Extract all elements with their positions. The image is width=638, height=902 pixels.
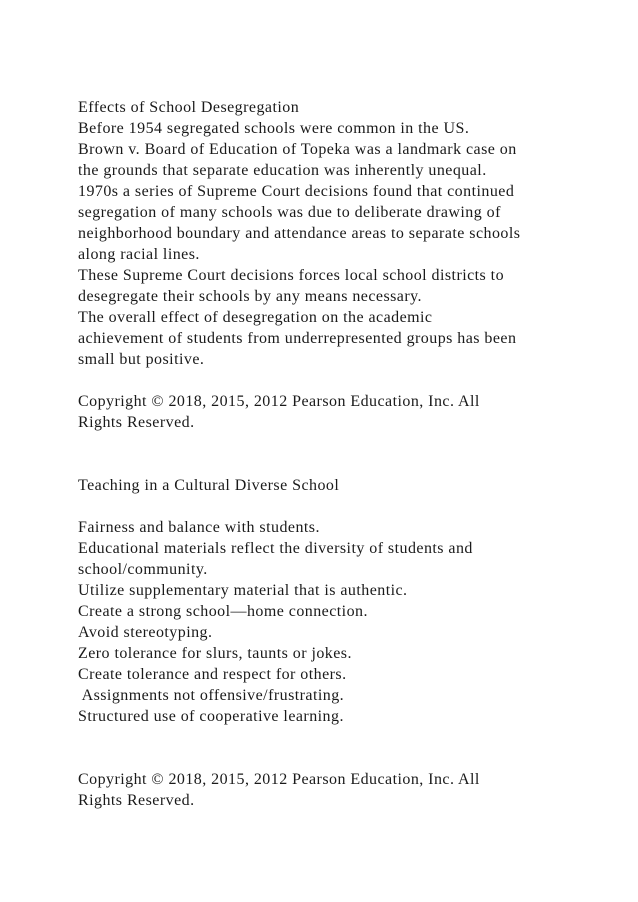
spacer bbox=[78, 454, 618, 475]
text-line: These Supreme Court decisions forces local school districts to bbox=[78, 267, 505, 284]
text-line: Before 1954 segregated schools were common in the US. bbox=[78, 120, 470, 137]
section-effects-of-desegregation bbox=[78, 97, 618, 433]
text-line: Fairness and balance with students. bbox=[78, 519, 320, 536]
spacer bbox=[78, 370, 618, 391]
text-line: Brown v. Board of Education of Topeka was a landmark case on bbox=[78, 141, 517, 158]
text-line: Assignments not offensive/frustrating. bbox=[78, 687, 345, 704]
text-line: achievement of students from underrepresented groups has been bbox=[78, 330, 517, 347]
section-title: Effects of School Desegregation bbox=[78, 99, 300, 116]
spacer bbox=[78, 748, 618, 769]
text-line: small but positive. bbox=[78, 351, 205, 368]
spacer bbox=[78, 433, 618, 454]
text-line: The overall effect of desegregation on the academic bbox=[78, 309, 433, 326]
section-title: Teaching in a Cultural Diverse School bbox=[78, 477, 340, 494]
text-line: school/community. bbox=[78, 561, 208, 578]
section-teaching-diverse-school bbox=[78, 475, 618, 811]
document-page bbox=[78, 97, 618, 811]
copyright-line: Copyright © 2018, 2015, 2012 Pearson Education, Inc. All bbox=[78, 771, 480, 788]
copyright-line: Rights Reserved. bbox=[78, 414, 195, 431]
copyright-line: Copyright © 2018, 2015, 2012 Pearson Education, Inc. All bbox=[78, 393, 480, 410]
copyright-line: Rights Reserved. bbox=[78, 792, 195, 809]
text-line: 1970s a series of Supreme Court decisions found that continued bbox=[78, 183, 515, 200]
text-line: Create a strong school—home connection. bbox=[78, 603, 368, 620]
text-line: Structured use of cooperative learning. bbox=[78, 708, 344, 725]
text-line: along racial lines. bbox=[78, 246, 200, 263]
text-line: Zero tolerance for slurs, taunts or jokes. bbox=[78, 645, 352, 662]
text-line: Avoid stereotyping. bbox=[78, 624, 213, 641]
spacer bbox=[78, 727, 618, 748]
text-line: segregation of many schools was due to deliberate drawing of bbox=[78, 204, 501, 221]
text-line: desegregate their schools by any means necessary. bbox=[78, 288, 423, 305]
spacer bbox=[78, 496, 618, 517]
text-line: neighborhood boundary and attendance areas to separate schools bbox=[78, 225, 521, 242]
text-line: Educational materials reflect the diversity of students and bbox=[78, 540, 473, 557]
text-line: the grounds that separate education was inherently unequal. bbox=[78, 162, 487, 179]
text-line: Utilize supplementary material that is authentic. bbox=[78, 582, 408, 599]
text-line: Create tolerance and respect for others. bbox=[78, 666, 347, 683]
